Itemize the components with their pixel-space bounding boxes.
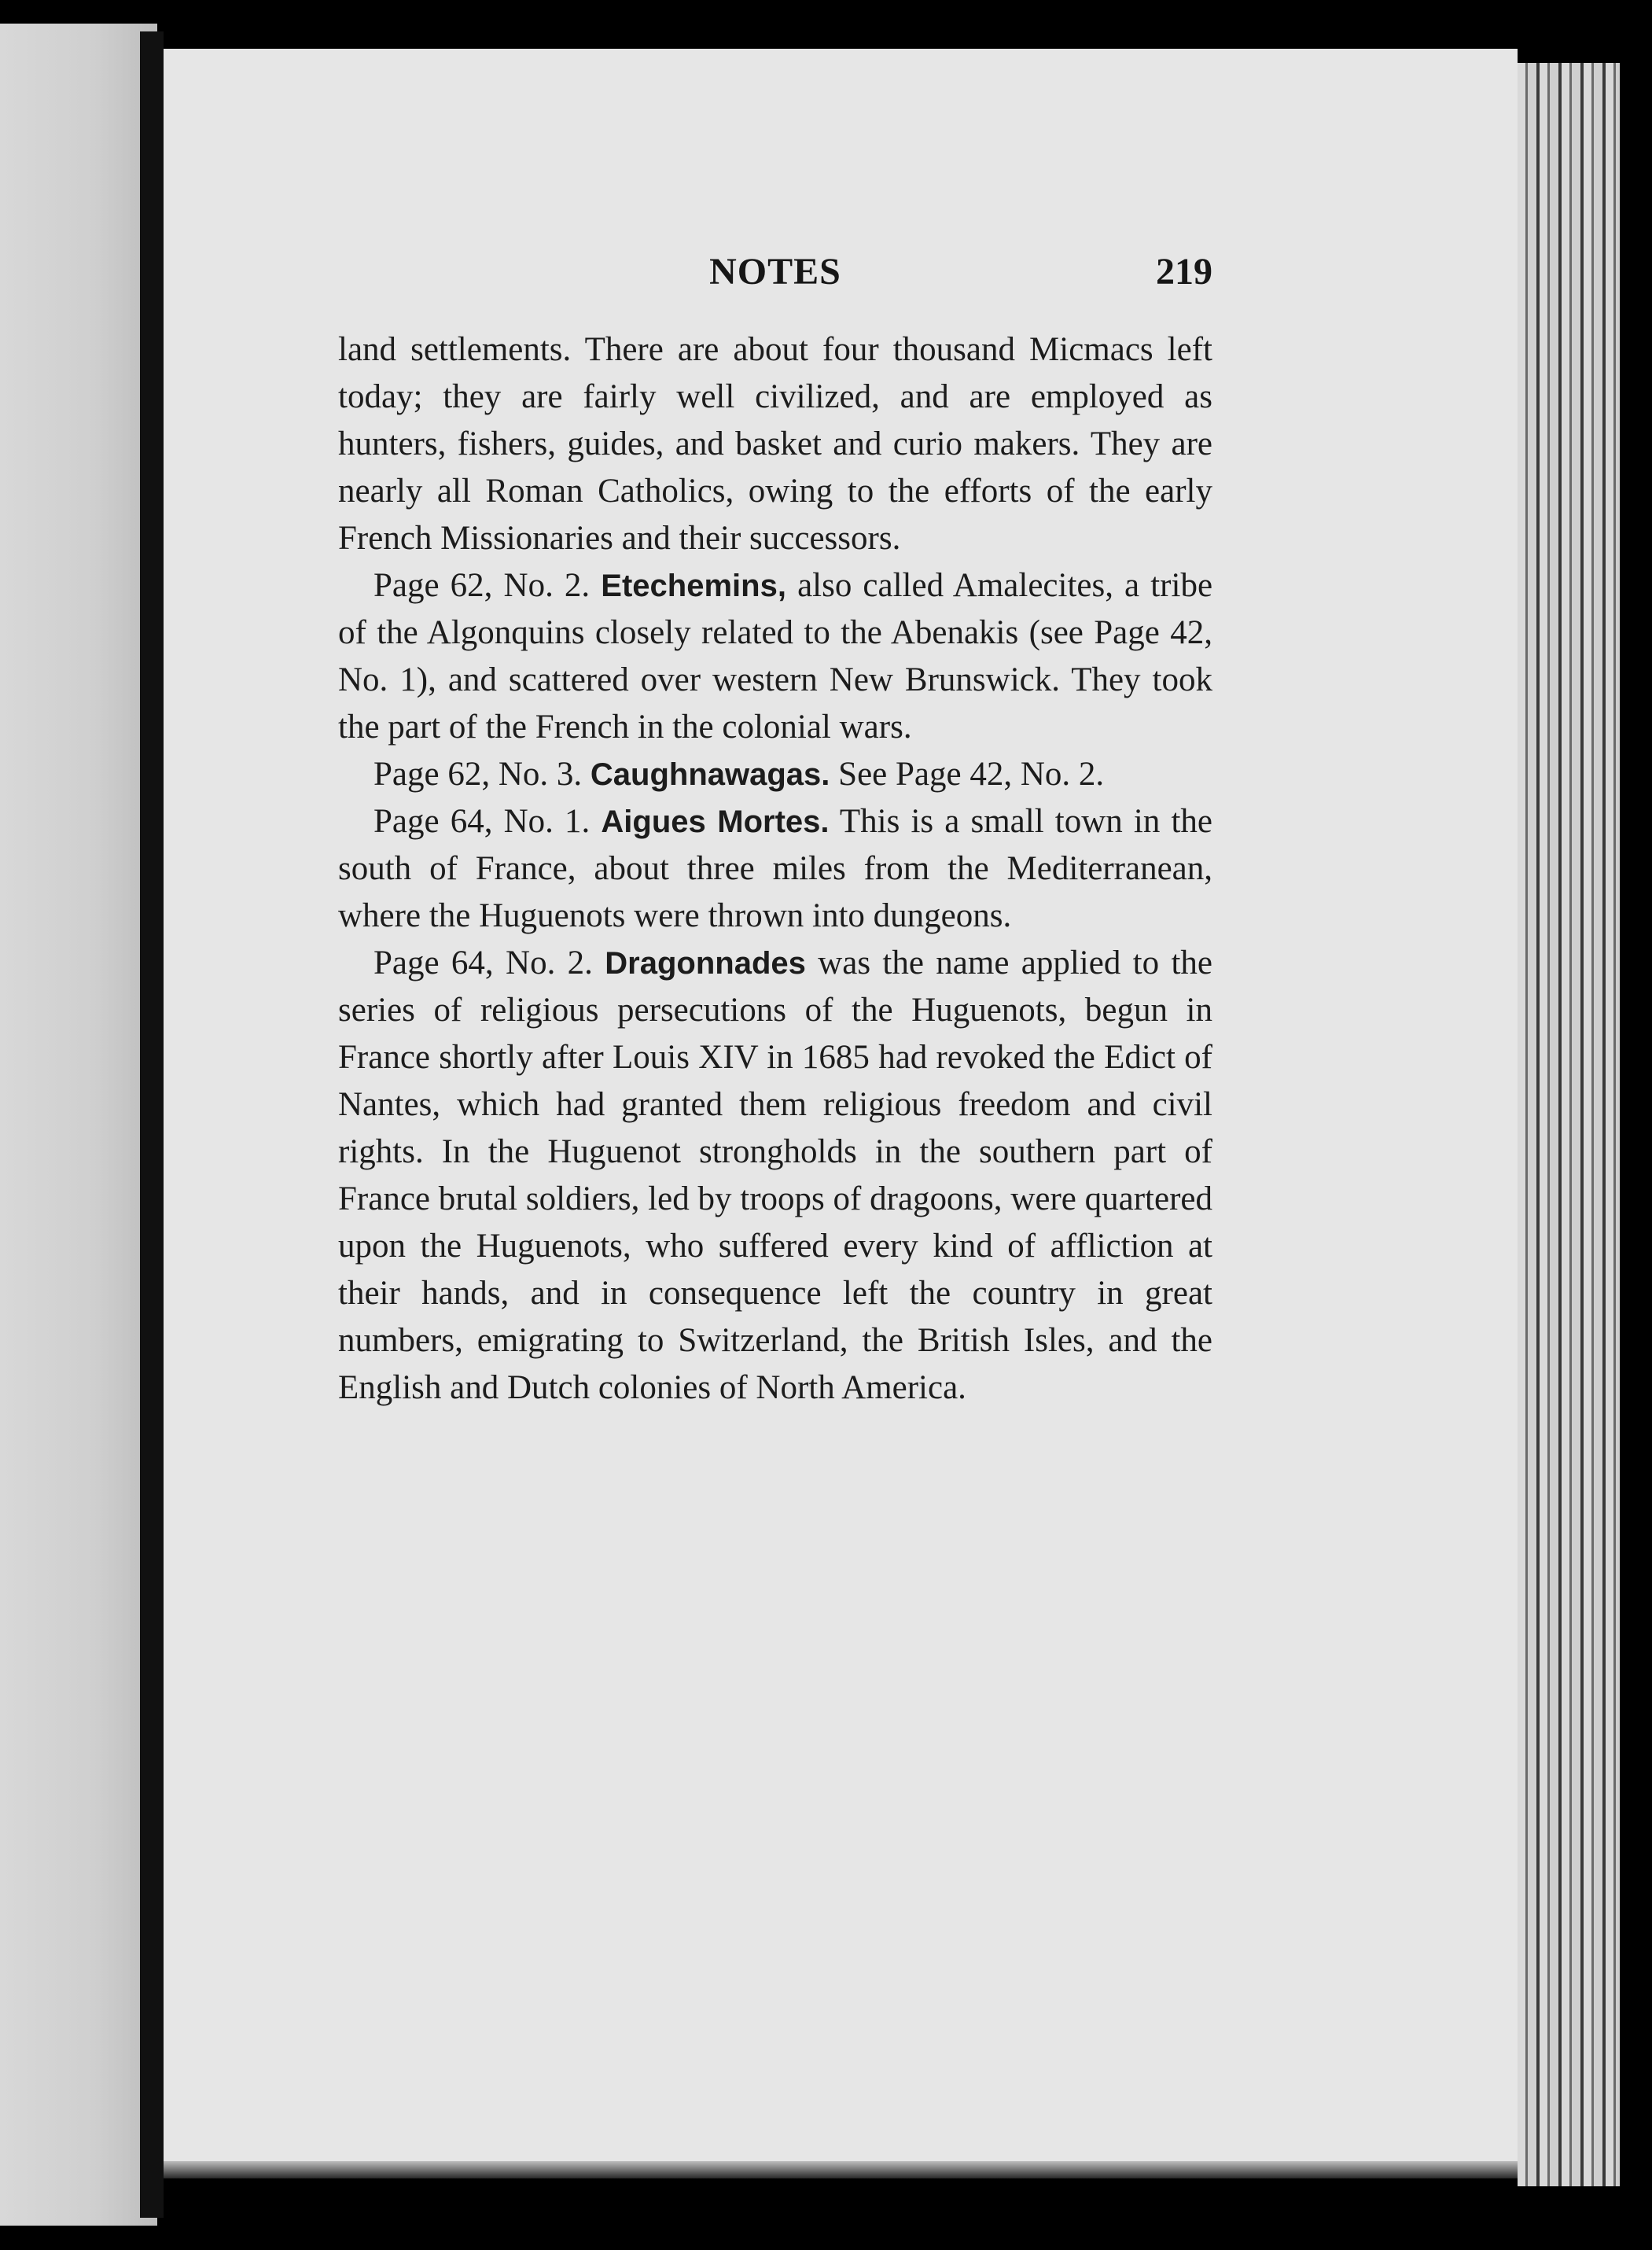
note-entry <box>338 751 1212 798</box>
page-number: 219 <box>1156 251 1212 293</box>
note-term: Caughnawagas. <box>590 757 830 792</box>
note-ref: Page 64, No. 1. <box>373 803 591 840</box>
note-entry <box>338 562 1212 751</box>
note-entry <box>338 798 1212 940</box>
note-ref: Page 64, No. 2. <box>373 945 593 981</box>
page-body <box>338 326 1212 1412</box>
note-text: This is a small town in the south of France, about three miles from the Mediterranean, where the Huguenots were thrown into dungeons. <box>338 803 1213 934</box>
note-text: also called Amalecites, a tribe of the Algonquins closely related to the Abenakis (see Page 42, No. 1), and scattered over western New Brunswick. They took the part of the French in the colonial wars. <box>338 567 1213 746</box>
note-term: Etechemins, <box>601 569 786 603</box>
page-edges-right <box>1518 63 1620 2186</box>
running-head: NOTES <box>709 251 841 293</box>
note-term: Aigues Mortes. <box>601 805 830 839</box>
continuation-paragraph: land settlements. There are about four thousand Micmacs left today; they are fairly well civilized, and are employed as hunters, fishers, guides, and basket and curio makers. They are nearly all Roman Catholics, owing to the efforts of the early French Missionaries and their successors. <box>338 331 1212 557</box>
note-entry <box>338 940 1212 1412</box>
note-ref: Page 62, No. 2. <box>373 567 591 604</box>
page-header <box>338 250 1212 299</box>
note-text: See Page 42, No. 2. <box>838 756 1105 793</box>
note-ref: Page 62, No. 3. <box>373 756 583 793</box>
book-spine <box>140 31 164 2218</box>
page-bottom-shadow <box>164 2161 1518 2178</box>
scan-border-right <box>1620 0 1652 2250</box>
note-text: was the name applied to the series of religious persecutions of the Huguenots, begun in France shortly after Louis XIV in 1685 had revoked the Edict of Nantes, which had granted them religious freedom and civil rights. In the Huguenot strongholds in the southern part of France brutal soldiers, led by troops of dragoons, were quartered upon the Huguenots, who suffered every kind of affliction at their hands, and in consequence left the country in great numbers, emigrating to Switzerland, the British Isles, and the English and Dutch colonies of North America. <box>338 945 1212 1406</box>
left-page-edge <box>0 24 157 2226</box>
note-term: Dragonnades <box>605 946 806 981</box>
